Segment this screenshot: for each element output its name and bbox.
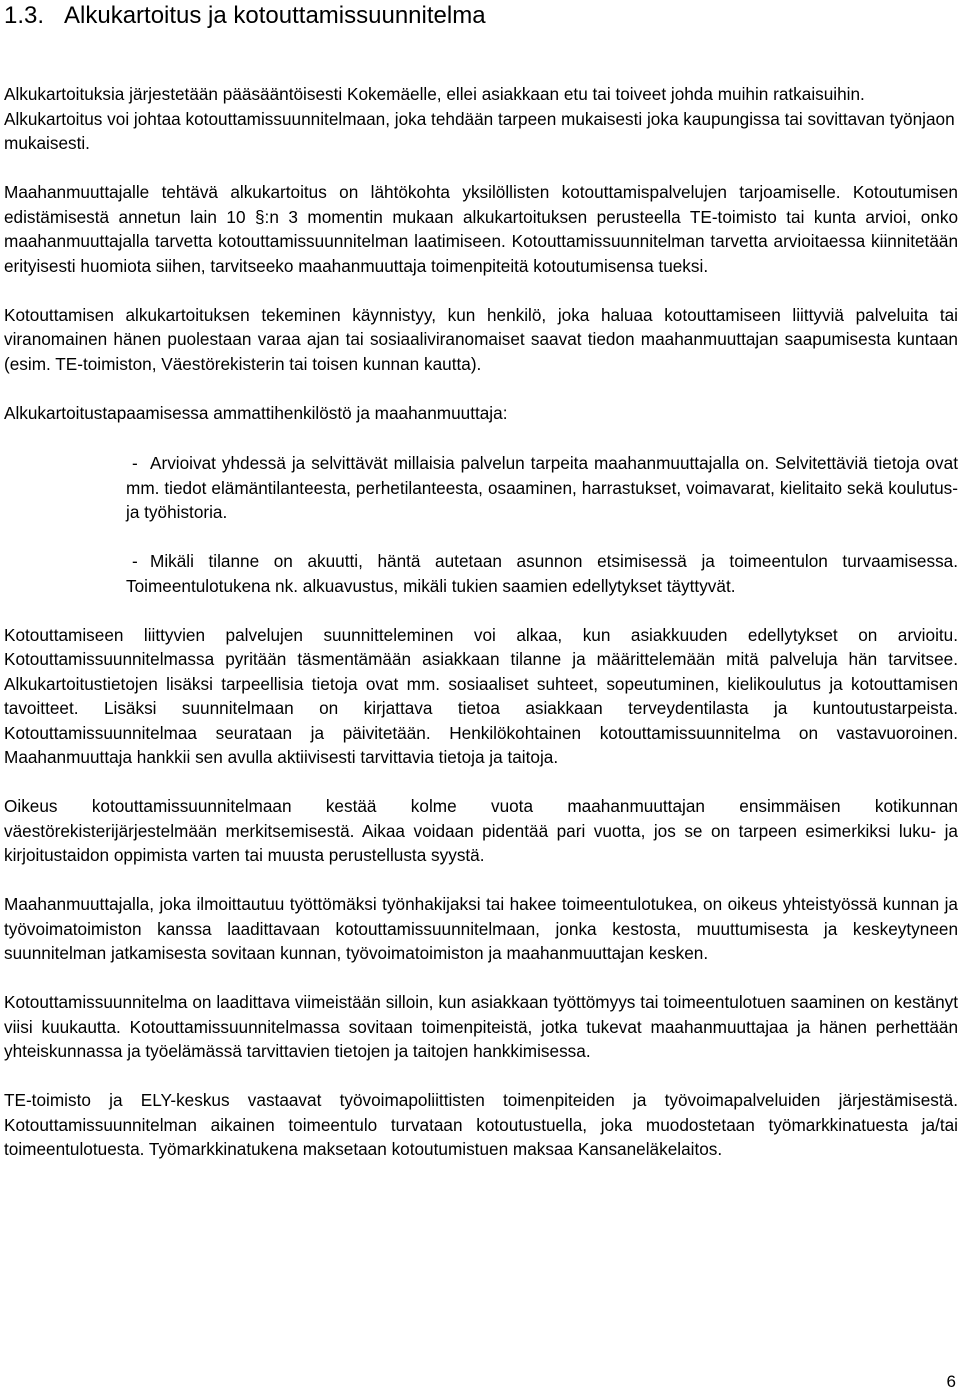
page-number: 6: [946, 1372, 956, 1391]
list-dash: -: [132, 551, 138, 571]
paragraph: Oikeus kotouttamissuunnitelmaan kestää kolme vuota maahanmuuttajan ensimmäisen kotikunnan väestörekisterijärjestelmään merkitsemisestä. Aikaa voidaan pidentää pari vuotta, jos se on tarpeen esimerkiksi luku- ja kirjoitustaidon oppimista varten tai muusta perustellusta syystä.: [4, 796, 958, 865]
list-intro: Alkukartoitustapaamisessa ammattihenkilöstö ja maahanmuuttaja:: [4, 402, 508, 423]
list-item-text: Mikäli tilanne on akuutti, häntä autetaan asunnon etsimisessä ja toimeentulon turvaamisessa. Toimeentulotukena nk. alkuavustus, mikäli tukien saamien edellytykset täyttyvät.: [126, 551, 958, 596]
paragraph: Alkukartoituksia järjestetään pääsääntöisesti Kokemäelle, ellei asiakkaan etu tai toiveet johda muihin ratkaisuihin. Alkukartoitus voi johtaa kotouttamissuunnitelmaan, joka tehdään tarpeen mukaisesti joka kaupungissa tai sovittavan työnjaon mukaisesti.: [4, 84, 955, 153]
section-title: Alkukartoitus ja kotouttamissuunnitelma: [64, 2, 486, 29]
section-heading: [4, 2, 486, 30]
list-item-text: Arvioivat yhdessä ja selvittävät millaisia palvelun tarpeita maahanmuuttajalla on. Selvitettäviä tietoja ovat mm. tiedot elämäntilanteesta, perhetilanteesta, osaaminen, harrastukset, voimavarat, kielitaito sekä koulutus- ja työhistoria.: [126, 453, 958, 522]
list-item: [4, 451, 958, 525]
bullet-list: [4, 451, 958, 598]
body-text: [4, 82, 958, 1186]
paragraph: Kotouttamiseen liittyvien palvelujen suunnitteleminen voi alkaa, kun asiakkuuden edellytykset on arvioitu. Kotouttamissuunnitelmassa pyritään täsmentämään asiakkaan tilanne ja määrittelemään mitä palveluja hän tarvitsee. Alkukartoitustietojen lisäksi tarpeellisia tietoja ovat mm. sosiaaliset suhteet, sopeutuminen, kielikoulutus ja kotouttamisen tavoitteet. Lisäksi suunnitelmaan on kirjattava tietoa asiakkaan terveydentilasta ja kuntoutustarpeista. Kotouttamissuunnitelmaa seurataan ja päivitetään. Henkilökohtainen kotouttamissuunnitelma on vastavuoroinen. Maahanmuuttaja hankkii sen avulla aktiivisesti tarvittavia tietoja ja taitoja.: [4, 624, 958, 767]
list-item: [4, 549, 958, 598]
paragraph: Kotouttamissuunnitelma on laadittava viimeistään silloin, kun asiakkaan työttömyys tai toimeentulotuen saaminen on kestänyt viisi kuukautta. Kotouttamissuunnitelmassa sovitaan toimenpiteistä, jotka tukevat maahanmuuttajaa ja hänen perhettään yhteiskunnassa ja työelämässä tarvittavien tietojen ja taitojen hankkimisessa.: [4, 992, 958, 1061]
list-dash: -: [132, 453, 138, 473]
paragraph: Kotouttamisen alkukartoituksen tekeminen käynnistyy, kun henkilö, joka haluaa kotouttamiseen liittyviä palveluita tai viranomainen hänen puolestaan varaa ajan tai sosiaaliviranomaiset saavat tiedon maahanmuuttajan saapumisesta kuntaan (esim. TE-toimiston, Väestörekisterin tai toisen kunnan kautta).: [4, 304, 958, 374]
paragraph: Maahanmuuttajalla, joka ilmoittautuu työttömäksi työnhakijaksi tai hakee toimeentulotukea, on oikeus yhteistyössä kunnan ja työvoimatoimiston kanssa laadittavaan kotouttamissuunnitelmaan, jonka kestosta, muuttumisesta ja keskeytyneen suunnitelman jatkamisesta sovitaan kunnan, työvoimatoimiston ja maahanmuuttajan kesken.: [4, 894, 958, 963]
paragraph: TE-toimisto ja ELY-keskus vastaavat työvoimapoliittisten toimenpiteiden ja työvoimapalveluiden järjestämisestä. Kotouttamissuunnitelman aikainen toimeentulo turvataan kotoutustuella, joka muodostetaan työmarkkinatuesta ja/tai toimeentulotuesta. Työmarkkinatukena maksetaan kotoutumistuen maksaa Kansaneläkelaitos.: [4, 1090, 958, 1159]
section-number: 1.3.: [4, 2, 45, 29]
paragraph: Maahanmuuttajalle tehtävä alkukartoitus on lähtökohta yksilöllisten kotouttamispalvelujen tarjoamiselle. Kotoutumisen edistämisestä annetun lain 10 §:n 3 momentin mukaan alkukartoituksen perusteella TE-toimisto tai kunta arvioi, onko maahanmuuttajalla tarvetta kotouttamissuunnitelman laatimiseen. Kotouttamissuunnitelman tarvetta arvioitaessa kiinnitetään erityisesti huomiota siihen, tarvitseeko maahanmuuttaja toimenpiteitä kotoutumisensa tueksi.: [4, 182, 958, 276]
